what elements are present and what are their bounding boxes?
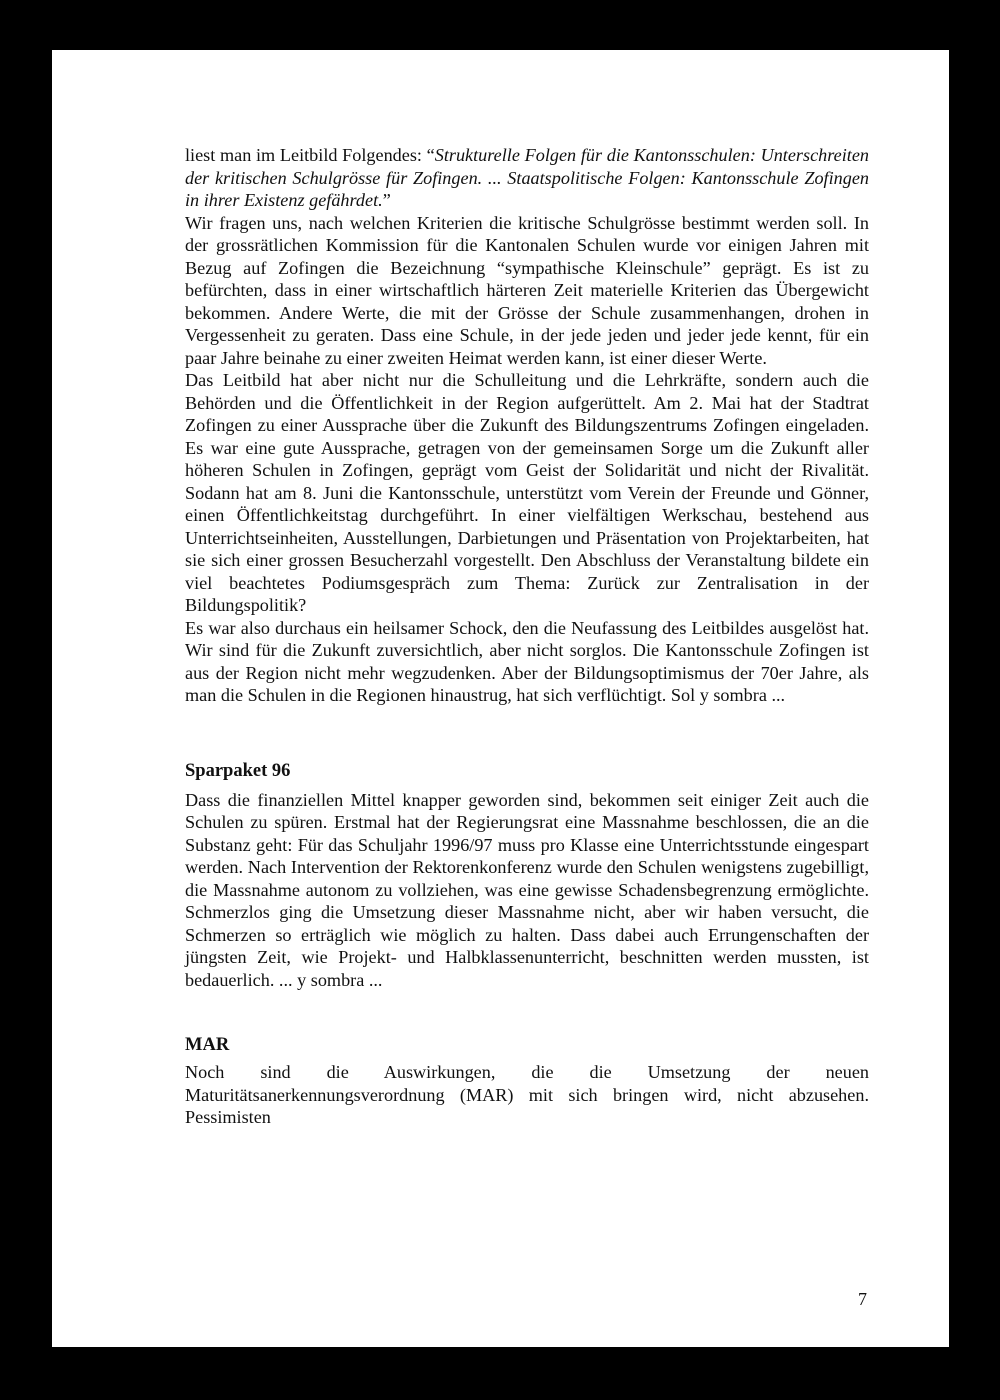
paragraph-kritische-schulgroesse: Wir fragen uns, nach welchen Kriterien die kritische Schulgrösse bestimmt werden soll. In der grossrätlichen Kommission für die Kantonalen Schulen wurde vor einigen Jahren mit Bezug auf Zofingen die Bezeichnung “sympathische Kleinschule” geprägt. Es ist zu befürchten, dass in einer wirtschaftlich härteren Zeit materielle Kriterien das Übergewicht bekommen. Andere Werte, die mit der Grösse der Schule zusammenhangen, drohen in Vergessenheit zu geraten. Dass eine Schule, in der jede jeden und jeder jede kennt, für ein paar Jahre beinahe zu einer zweiten Heimat werden kann, ist einer dieser Werte. [185,212,869,368]
paragraph-mar: Noch sind die Auswirkungen, die die Umsetzung der neuen Maturitätsanerkennungsverordnung (MAR) mit sich bringen wird, nicht abzusehen. Pessimisten [185,1062,869,1127]
paragraph-heilsamer-schock: Es war also durchaus ein heilsamer Schock, den die Neufassung des Leitbildes ausgelöst hat. Wir sind für die Zukunft zuversichtlich, aber nicht sorglos. Die Kantonsschule Zofingen ist aus der Region nicht mehr wegzudenken. Aber der Bildungsoptimismus der 70er Jahre, als man die Schulen in die Regionen hinaustrug, hat sich verflüchtigt. Sol y sombra ... [185,617,869,705]
paragraph-text: liest man im Leitbild Folgendes: “ [185,145,435,165]
paragraph-sparpaket: Dass die finanziellen Mittel knapper geworden sind, bekommen seit einiger Zeit auch die Schulen zu spüren. Erstmal hat der Regierungsrat eine Massnahme beschlossen, die an die Substanz geht: Für das Schuljahr 1996/97 muss pro Klasse eine Unterrichtsstunde eingespart werden. Nach Intervention der Rektorenkonferenz wurde den Schulen wenigstens zugebilligt, die Massnahme autonom zu vollziehen, was eine gewisse Schadensbegrenzung ermöglichte. Schmerzlos ging die Umsetzung dieser Massnahme nicht, aber wir haben versucht, die Schmerzen so erträglich wie möglich zu halten. Dass dabei auch Errungenschaften der jüngsten Zeit, wie Projekt- und Halbklassenunterricht, beschnitten werden mussten, ist bedauerlich. ... y sombra ... [185,789,869,990]
leitbild-quote: Strukturelle Folgen für die Kantonsschulen: Unterschreiten der kritischen Schulgrösse für Zofingen. ... Staatspolitische Folgen: Kantonsschule Zofingen in ihrer Existenz gefährdet. [185,145,869,210]
quote-close: ” [382,190,391,210]
page-number: 7 [858,1289,867,1309]
page-content [185,144,869,1129]
paragraph-leitbild-quote [185,144,869,212]
heading-mar: MAR [185,1035,230,1055]
paragraph-leitbild-reaktionen: Das Leitbild hat aber nicht nur die Schulleitung und die Lehrkräfte, sondern auch die Behörden und die Öffentlichkeit in der Region aufgerüttelt. Am 2. Mai hat der Stadtrat Zofingen zu einer Aussprache über die Zukunft des Bildungszentrums Zofingen eingeladen. Es war eine gute Aussprache, getragen von der gemeinsamen Sorge um die Zukunft aller höheren Schulen in Zofingen, geprägt vom Geist der Solidarität und nicht der Rivalität. Sodann hat am 8. Juni die Kantonsschule, unterstützt vom Verein der Freunde und Gönner, einen Öffentlichkeitstag durchgeführt. In einer vielfältigen Werkschau, bestehend aus Unterrichtseinheiten, Ausstellungen, Darbietungen und Präsentation von Projektarbeiten, hat sie sich einer grossen Besucherzahl vorgestellt. Den Abschluss der Veranstaltung bildete ein viel beachtetes Podiumsgespräch zum Thema: Zurück zur Zentralisation in der Bildungspolitik? [185,370,869,615]
heading-sparpaket: Sparpaket 96 [185,760,291,781]
document-page [52,50,949,1347]
